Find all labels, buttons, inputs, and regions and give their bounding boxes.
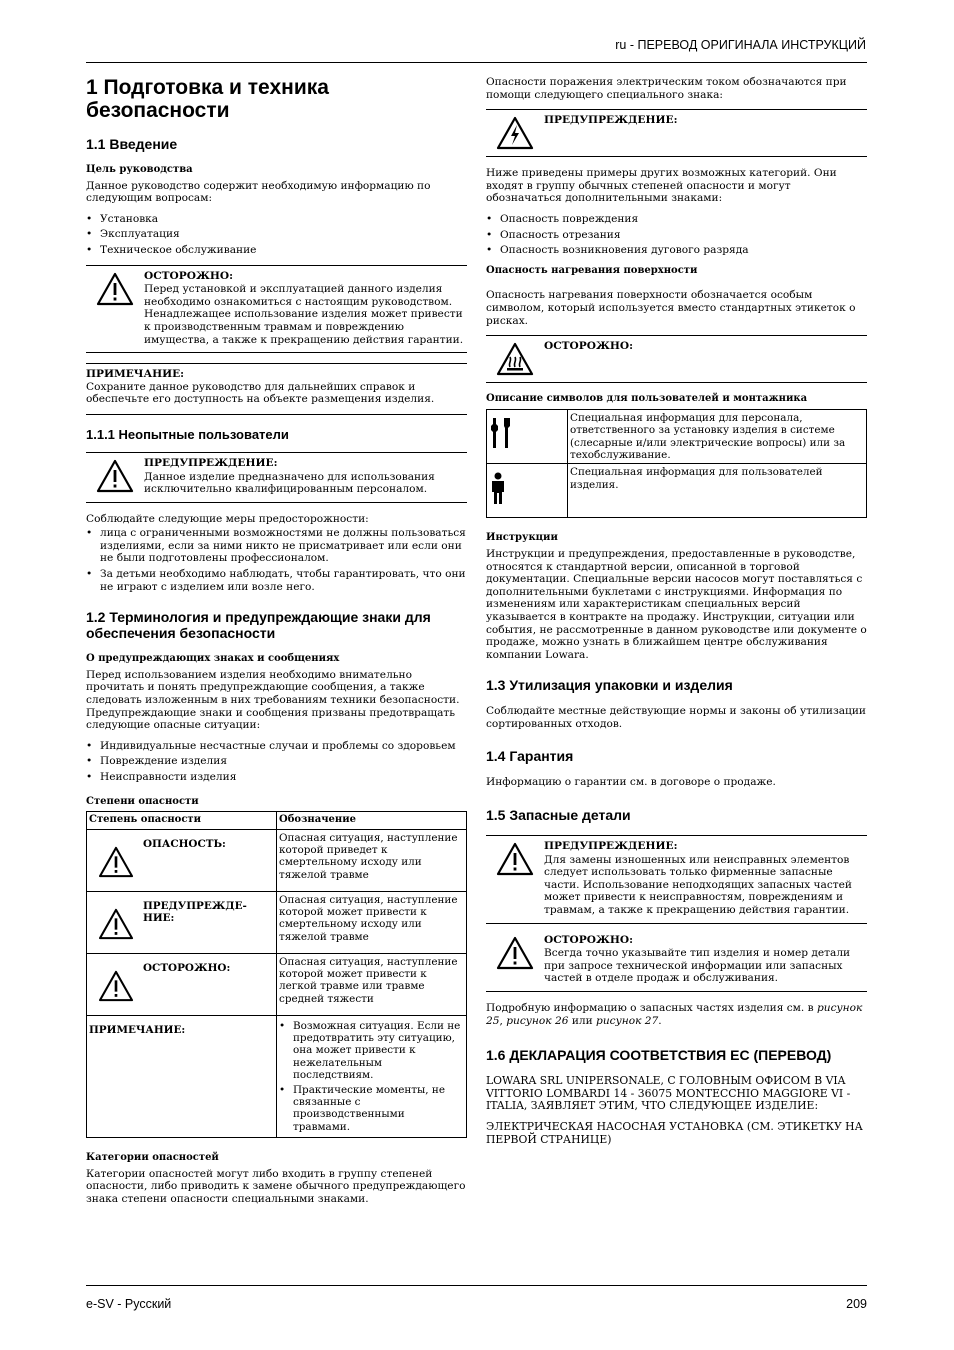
note-title: ПРИМЕЧАНИЕ: bbox=[86, 368, 185, 381]
disposal-text: Соблюдайте местные действующие нормы и законы об утилизации сортированных отходов. bbox=[486, 705, 866, 730]
table-row bbox=[87, 891, 467, 953]
list-item: • Установка bbox=[86, 213, 467, 226]
purpose-list bbox=[86, 213, 467, 257]
warning-title: ПРЕДУПРЕЖДЕНИЕ: bbox=[144, 456, 278, 469]
caution-box bbox=[486, 923, 867, 992]
section-title-1-5: 1.5 Запасные детали bbox=[486, 807, 631, 824]
symbols-label: Описание символов для пользователей и монтажника bbox=[486, 393, 808, 405]
level-desc: Опасная ситуация, наступление которой приведет к смертельному исходу или тяжелой травме bbox=[277, 829, 467, 891]
declaration-text-1: LOWARA SRL UNIPERSONALE, С ГОЛОВНЫМ ОФИСОМ В VIA VITTORIO LOMBARDI 14 - 36075 MONTECCHIO MAGGIORE VI - ITALIA, ЗАЯВЛЯЕТ ЭТИМ, ЧТО СЛЕДУЮЩЕЕ ИЗДЕЛИЕ: bbox=[486, 1074, 851, 1113]
ref-text: Подробную информацию о запасных частях изделия см. в bbox=[486, 1002, 817, 1014]
warranty-text: Информацию о гарантии см. в договоре о продаже. bbox=[486, 776, 776, 789]
section-title-1-1: 1.1 Введение bbox=[86, 136, 178, 152]
figure-link-27[interactable]: рисунок 27 bbox=[596, 1014, 659, 1027]
list-item: • Техническое обслуживание bbox=[86, 244, 467, 257]
warning-triangle-icon bbox=[98, 846, 134, 878]
level-name: ОСТОРОЖНО: bbox=[143, 961, 231, 974]
warning-triangle-icon bbox=[98, 970, 134, 1002]
warning-text: Для замены изношенных или неисправных элементов следует использовать только фирменные запасные части. Использование неподходящих запасных частей может привести к неисправностям, повреждениям и травмам, а также к прекращению действия гарантии. bbox=[544, 853, 852, 917]
level-desc: Опасная ситуация, наступление которой может привести к легкой травме или травме средней тяжести bbox=[277, 953, 467, 1015]
purpose-text: Данное руководство содержит необходимую информацию по следующим вопросам: bbox=[86, 179, 431, 205]
categories-label: Категории опасностей bbox=[86, 1152, 219, 1164]
left-column bbox=[86, 76, 467, 1214]
section-title-1-2: 1.2 Терминология и предупреждающие знаки для обеспечения безопасности bbox=[86, 609, 431, 642]
caution-title: ОСТОРОЖНО: bbox=[144, 269, 234, 282]
symbol-desc: Специальная информация для пользователей изделия. bbox=[568, 464, 867, 518]
table-header: Обозначение bbox=[277, 812, 467, 829]
section-title-1-1-1: 1.1.1 Неопытные пользователи bbox=[86, 426, 289, 442]
warning-triangle-icon bbox=[96, 459, 134, 493]
warning-title: ПРЕДУПРЕЖДЕНИЕ: bbox=[544, 840, 678, 853]
spare-parts-reference bbox=[486, 1002, 867, 1027]
other-categories-list bbox=[486, 213, 867, 257]
level-name: ПРЕДУПРЕЖДЕ-НИЕ: bbox=[143, 899, 247, 924]
hazards-list bbox=[86, 740, 467, 784]
table-row bbox=[487, 464, 867, 518]
ref-text: . bbox=[658, 1014, 662, 1027]
warning-title: ПРЕДУПРЕЖДЕНИЕ: bbox=[544, 114, 678, 127]
page-header: ru - ПЕРЕВОД ОРИГИНАЛА ИНСТРУКЦИЙ bbox=[615, 38, 866, 52]
hazard-levels-table bbox=[86, 811, 467, 1138]
list-item: • Опасность возникновения дугового разряда bbox=[486, 244, 867, 257]
level-desc: Опасная ситуация, наступление которой может привести к смертельному исходу или тяжелой травме bbox=[277, 891, 467, 953]
note-text: Сохраните данное руководство для дальнейших справок и обеспечьте его доступность на объекте размещения изделия. bbox=[86, 380, 435, 406]
table-row bbox=[87, 953, 467, 1015]
figure-link-26[interactable]: рисунок 26 bbox=[506, 1014, 569, 1027]
hot-surface-text: Опасность нагревания поверхности обозначается особым символом, который используется вместо стандартных этикеток о рисках. bbox=[486, 289, 856, 327]
list-item: • Опасность отрезания bbox=[486, 229, 867, 242]
footer-rule bbox=[86, 1285, 867, 1286]
caution-text: Перед установкой и эксплуатацией данного изделия необходимо ознакомиться с настоящим руководством. Ненадлежащее использование изделия может привести к производственным травмам и повреждению имущества, а также к прекращению действия гарантии. bbox=[144, 283, 464, 346]
level-name: ПРИМЕЧАНИЕ: bbox=[89, 1023, 186, 1036]
tools-icon bbox=[489, 416, 513, 450]
electric-warning-box bbox=[486, 109, 867, 157]
table-row bbox=[87, 1015, 467, 1138]
section-title-1-4: 1.4 Гарантия bbox=[486, 748, 574, 765]
caution-title: ОСТОРОЖНО: bbox=[544, 933, 634, 946]
hot-surface-icon bbox=[496, 342, 534, 376]
hot-surface-caution-box bbox=[486, 335, 867, 383]
signs-label: О предупреждающих знаках и сообщениях bbox=[86, 653, 340, 665]
figure-link-25[interactable]: рисунок 25 bbox=[486, 1002, 863, 1027]
right-column bbox=[486, 76, 867, 1154]
levels-label: Степени опасности bbox=[86, 795, 199, 807]
list-item: • Эксплуатация bbox=[86, 228, 467, 241]
table-row bbox=[87, 829, 467, 891]
symbols-table bbox=[486, 409, 867, 519]
precautions-intro: Соблюдайте следующие меры предосторожности: bbox=[86, 512, 369, 525]
table-row bbox=[487, 409, 867, 464]
caution-box bbox=[86, 265, 467, 354]
caution-text: Всегда точно указывайте тип изделия и номер детали при запросе технической информации или запасных частей в отделе продаж и обслуживания. bbox=[544, 947, 851, 985]
ref-text: или bbox=[568, 1014, 597, 1027]
user-icon bbox=[489, 472, 507, 506]
warning-triangle-icon bbox=[96, 272, 134, 306]
hot-surface-label: Опасность нагревания поверхности bbox=[486, 264, 698, 276]
warning-triangle-icon bbox=[98, 908, 134, 940]
electric-hazard-icon bbox=[496, 116, 534, 150]
caution-title: ОСТОРОЖНО: bbox=[544, 340, 634, 353]
purpose-label: Цель руководства bbox=[86, 164, 193, 175]
symbol-desc: Специальная информация для персонала, ответственного за установку изделия в системе (слесарные и/или электрические вопросы) или за техобслуживание. bbox=[568, 409, 867, 464]
instructions-label: Инструкции bbox=[486, 532, 558, 544]
categories-text: Категории опасностей могут либо входить в группу степеней опасности, либо приводить к замене обычного предупреждающего знака степени опасности специальными знаками. bbox=[86, 1167, 466, 1206]
level-name: ОПАСНОСТЬ: bbox=[143, 837, 226, 850]
signs-text: Перед использованием изделия необходимо внимательно прочитать и понять предупреждающие сообщения, а также следовать изложенным в них требованиям техники безопасности. Предупреждающие знаки и сообщения призваны предотвращать следующие опасные ситуации: bbox=[86, 668, 460, 732]
note-box bbox=[86, 363, 467, 415]
warning-box bbox=[486, 835, 867, 923]
list-item: • За детьми необходимо наблюдать, чтобы гарантировать, что они не играют с изделием или возле него. bbox=[86, 568, 467, 593]
list-item: • Практические моменты, не связанные с производственными травмами. bbox=[279, 1084, 464, 1134]
declaration-text-2: ЭЛЕКТРИЧЕСКАЯ НАСОСНАЯ УСТАНОВКА (СМ. ЭТИКЕТКУ НА ПЕРВОЙ СТРАНИЦЕ) bbox=[486, 1119, 863, 1146]
table-header: Степень опасности bbox=[87, 812, 277, 829]
precautions-list bbox=[86, 527, 467, 593]
list-item: • Неисправности изделия bbox=[86, 771, 467, 784]
instructions-text: Инструкции и предупреждения, предоставленные в руководстве, относятся к стандартной версии, описанной в торговой документации. Специальные версии насосов могут поставляться с дополнительными буклетами с инструкциями. Информация по изменениям или характеристикам специальных версий указывается в контракте на продажу. Инструкции, ситуации или события, не рассмотренные в данном руководстве или документе о продаже, можно узнать в ближайшем центре обслуживания компании Lowara. bbox=[486, 547, 867, 661]
section-title-1-6: 1.6 ДЕКЛАРАЦИЯ СООТВЕТСТВИЯ ЕС (ПЕРЕВОД) bbox=[486, 1047, 832, 1064]
warning-text: Данное изделие предназначено для использования исключительно квалифицированным персоналом. bbox=[144, 470, 435, 496]
list-item: • Повреждение изделия bbox=[86, 755, 467, 768]
list-item: • Опасность повреждения bbox=[486, 213, 867, 226]
page-number: 209 bbox=[846, 1297, 867, 1311]
footer-doc-name: e-SV - Русский bbox=[86, 1297, 172, 1311]
chapter-title: 1 Подготовка и техника безопасности bbox=[86, 76, 329, 122]
list-item: • Возможная ситуация. Если не предотвратить эту ситуацию, она может привести к нежелательным последствиям. bbox=[279, 1020, 464, 1082]
list-item: • Индивидуальные несчастные случаи и проблемы со здоровьем bbox=[86, 740, 467, 753]
ref-text: , bbox=[499, 1014, 507, 1027]
electric-text: Опасности поражения электрическим током обозначаются при помощи следующего специального знака: bbox=[486, 76, 847, 101]
list-item: • лица с ограниченными возможностями не должны пользоваться изделиями, если за ними никто не присматривает или если они не были подготовлены профессионалом. bbox=[86, 527, 467, 565]
warning-triangle-icon bbox=[496, 842, 534, 876]
other-categories-text: Ниже приведены примеры других возможных категорий. Они входят в группу обычных степеней опасности и могут обозначаться дополнительными знаками: bbox=[486, 167, 837, 205]
warning-box bbox=[86, 452, 467, 503]
header-rule bbox=[86, 62, 867, 63]
warning-triangle-icon bbox=[496, 936, 534, 970]
section-title-1-3: 1.3 Утилизация упаковки и изделия bbox=[486, 677, 733, 694]
